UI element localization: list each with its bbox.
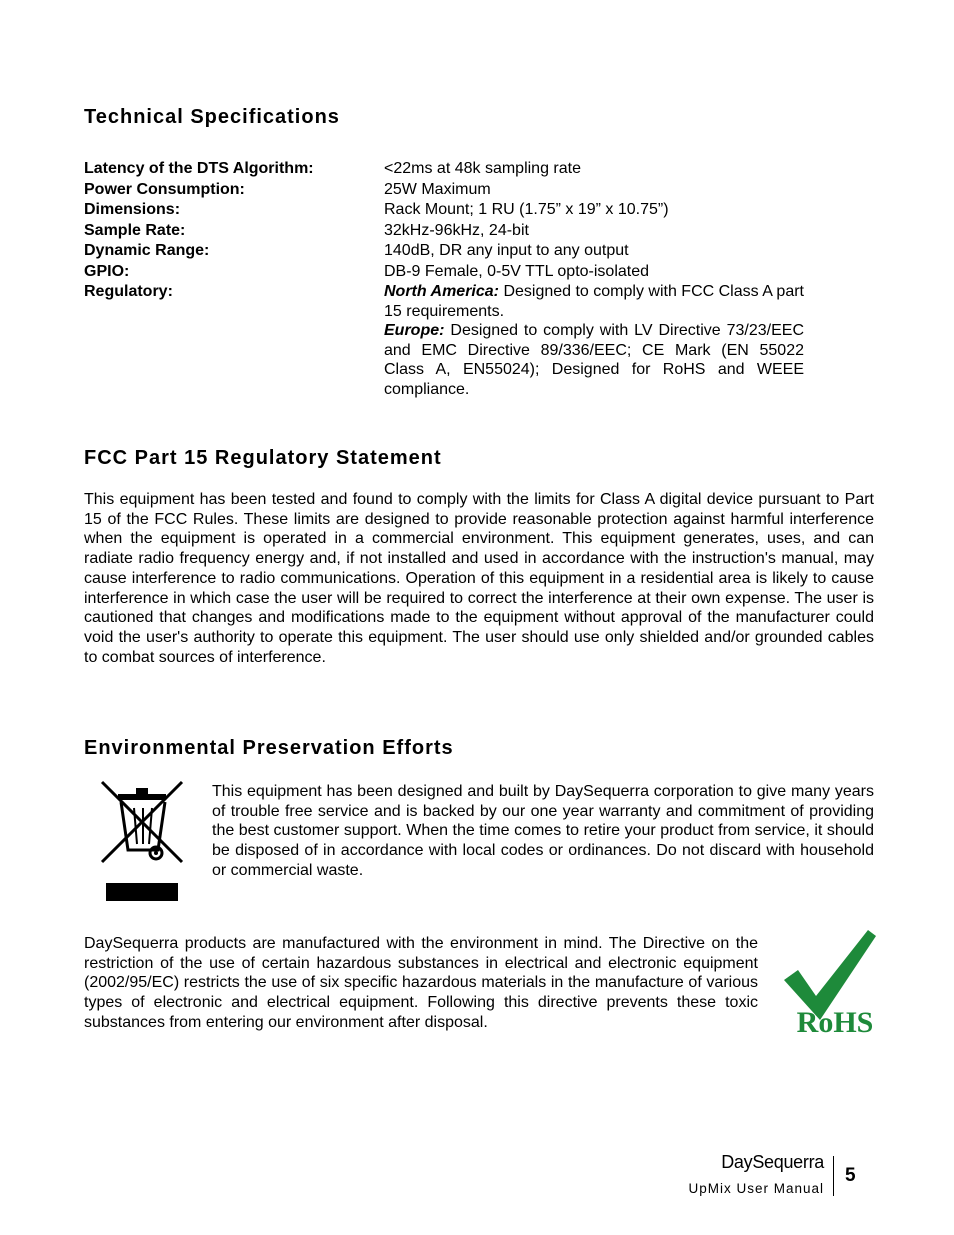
rohs-logo bbox=[776, 924, 894, 1044]
fcc-body: This equipment has been tested and found to comply with the limits for Class A digital device pursuant to Part 15 of the FCC Rules. These limits are designed to provide reasonable protection against harmful interference when the equipment is operated in a commercial environment. This equipment generates, uses, and can radiate radio frequency energy and, if not installed and used in accordance with the instruction's manual, may cause interference to radio communications. Operation of this equipment in a residential area is likely to cause interference in which case the user will be required to correct the interference at their own expense. The user is cautioned that changes and modifications made to the equipment without approval of the manufacturer could void the user's authority to operate this equipment. The user should use only shielded and/or grounded cables to combat sources of interference. bbox=[84, 491, 874, 666]
spec-label: Dimensions: bbox=[84, 201, 181, 218]
rohs-logo-text: RoHS bbox=[796, 1006, 874, 1039]
specs-heading: Technical Specifications bbox=[84, 106, 340, 128]
page-number: 5 bbox=[845, 1165, 856, 1186]
spec-row-sample-rate bbox=[84, 221, 804, 242]
footer-brand: DaySequerra bbox=[721, 1152, 824, 1172]
fcc-heading: FCC Part 15 Regulatory Statement bbox=[84, 447, 442, 469]
weee-bin-icon bbox=[96, 776, 188, 904]
spec-value: 32kHz-96kHz, 24-bit bbox=[384, 221, 529, 239]
na-label: North America: bbox=[384, 283, 499, 300]
spec-value: 140dB, DR any input to any output bbox=[384, 242, 629, 259]
regulatory-value bbox=[384, 282, 804, 399]
footer-manual-title: UpMix User Manual bbox=[688, 1181, 824, 1196]
spec-label: Regulatory: bbox=[84, 283, 173, 300]
footer-divider bbox=[833, 1156, 834, 1196]
environment-heading: Environmental Preservation Efforts bbox=[84, 737, 454, 759]
spec-row-regulatory bbox=[84, 282, 804, 399]
spec-row-dynamic-range bbox=[84, 241, 804, 262]
spec-value: 25W Maximum bbox=[384, 180, 491, 198]
spec-value: Rack Mount; 1 RU (1.75” x 19” x 10.75”) bbox=[384, 201, 669, 218]
spec-row-dimensions bbox=[84, 200, 804, 221]
spec-row-gpio bbox=[84, 262, 804, 283]
spec-label: Dynamic Range: bbox=[84, 242, 210, 259]
eu-label: Europe: bbox=[384, 322, 445, 339]
spec-row-latency bbox=[84, 159, 804, 180]
spec-label: Sample Rate: bbox=[84, 221, 186, 239]
weee-text: This equipment has been designed and built by DaySequerra corporation to give many years of trouble free service and is backed by our one year warranty and commitment of providing the best customer support. When the time comes to retire your product from service, it should be disposed of in accordance with local codes or ordinances. Do not discard with household or commercial waste. bbox=[212, 783, 874, 879]
rohs-text: DaySequerra products are manufactured with the environment in mind. The Directive on the restriction of the use of certain hazardous substances in electrical and electronic equipment (2002/95/EC) restricts the use of six specific hazardous materials in the manufacture of various types of electronic and electrical equipment. Following this directive prevents these toxic substances from entering our environment after disposal. bbox=[84, 935, 758, 1031]
regulatory-europe bbox=[384, 321, 804, 399]
spec-label: GPIO: bbox=[84, 262, 130, 280]
regulatory-north-america bbox=[384, 282, 804, 321]
spec-label: Power Consumption: bbox=[84, 180, 245, 198]
spec-row-power bbox=[84, 180, 804, 201]
spec-value: <22ms at 48k sampling rate bbox=[384, 160, 581, 177]
na-text: Designed to comply with FCC Class A part 15 requirements. bbox=[384, 283, 804, 320]
eu-text: Designed to comply with LV Directive 73/23/EEC and EMC Directive 89/336/EEC; CE Mark (EN 55022 Class A, EN55024); Designed for RoHS and WEEE compliance. bbox=[384, 322, 805, 398]
spec-value: DB-9 Female, 0-5V TTL opto-isolated bbox=[384, 262, 650, 280]
specs-table bbox=[84, 159, 804, 399]
spec-label: Latency of the DTS Algorithm: bbox=[84, 160, 314, 177]
